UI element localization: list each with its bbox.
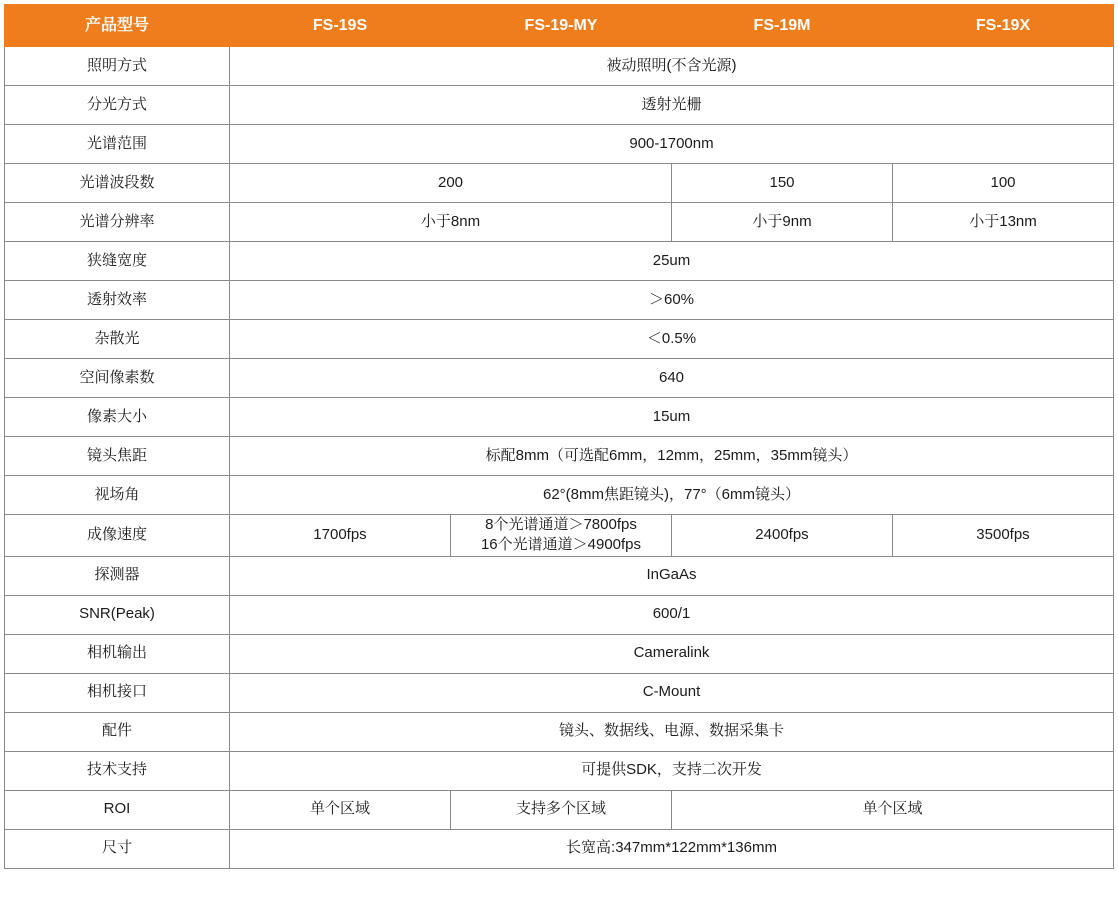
row-label: 配件	[5, 712, 230, 751]
table-row	[5, 164, 1114, 203]
row-label: 光谱范围	[5, 125, 230, 164]
table-cell: 标配8mm（可选配6mm，12mm，25mm，35mm镜头）	[230, 437, 1114, 476]
table-cell: 100	[893, 164, 1114, 203]
row-label: 技术支持	[5, 751, 230, 790]
table-cell: 2400fps	[672, 515, 893, 557]
row-label: 透射效率	[5, 281, 230, 320]
table-header-cell-0: 产品型号	[5, 5, 230, 47]
row-label: 视场角	[5, 476, 230, 515]
row-label: 成像速度	[5, 515, 230, 557]
table-row	[5, 595, 1114, 634]
row-label: 杂散光	[5, 320, 230, 359]
table-cell: 25um	[230, 242, 1114, 281]
row-label: 探测器	[5, 556, 230, 595]
row-label: 分光方式	[5, 86, 230, 125]
table-cell: Cameralink	[230, 634, 1114, 673]
table-cell: 支持多个区域	[451, 790, 672, 829]
table-row	[5, 242, 1114, 281]
table-row	[5, 203, 1114, 242]
table-cell: ＞60%	[230, 281, 1114, 320]
table-cell: ＜0.5%	[230, 320, 1114, 359]
table-row	[5, 398, 1114, 437]
table-row	[5, 125, 1114, 164]
table-header-row	[5, 5, 1114, 47]
table-row	[5, 476, 1114, 515]
table-cell: 被动照明(不含光源)	[230, 47, 1114, 86]
row-label: 相机输出	[5, 634, 230, 673]
row-label: 尺寸	[5, 829, 230, 868]
table-cell: 200	[230, 164, 672, 203]
table-cell: 1700fps	[230, 515, 451, 557]
table-cell: 62°(8mm焦距镜头)，77°（6mm镜头）	[230, 476, 1114, 515]
table-header-cell-3: FS-19M	[672, 5, 893, 47]
row-label: ROI	[5, 790, 230, 829]
row-label: 空间像素数	[5, 359, 230, 398]
table-cell: 150	[672, 164, 893, 203]
table-cell: 透射光栅	[230, 86, 1114, 125]
table-row	[5, 751, 1114, 790]
table-cell: 640	[230, 359, 1114, 398]
table-cell: 镜头、数据线、电源、数据采集卡	[230, 712, 1114, 751]
table-cell: 小于9nm	[672, 203, 893, 242]
table-cell-line: 16个光谱通道＞4900fps	[480, 536, 642, 554]
row-label: 相机接口	[5, 673, 230, 712]
table-row	[5, 712, 1114, 751]
table-header-cell-1: FS-19S	[230, 5, 451, 47]
table-cell: 3500fps	[893, 515, 1114, 557]
table-cell: 小于13nm	[893, 203, 1114, 242]
table-row	[5, 86, 1114, 125]
table-cell: InGaAs	[230, 556, 1114, 595]
table-header-cell-4: FS-19X	[893, 5, 1114, 47]
row-label: SNR(Peak)	[5, 595, 230, 634]
row-label: 光谱分辨率	[5, 203, 230, 242]
table-cell: 单个区域	[230, 790, 451, 829]
table-row	[5, 515, 1114, 557]
table-row	[5, 281, 1114, 320]
table-cell	[451, 515, 672, 557]
table-body	[5, 47, 1114, 869]
row-label: 镜头焦距	[5, 437, 230, 476]
product-spec-table	[4, 4, 1114, 869]
table-cell: 长宽高:347mm*122mm*136mm	[230, 829, 1114, 868]
row-label: 照明方式	[5, 47, 230, 86]
table-row	[5, 829, 1114, 868]
row-label: 像素大小	[5, 398, 230, 437]
table-cell: 可提供SDK，支持二次开发	[230, 751, 1114, 790]
table-row	[5, 359, 1114, 398]
table-header	[5, 5, 1114, 47]
table-cell: 单个区域	[672, 790, 1114, 829]
table-cell: C-Mount	[230, 673, 1114, 712]
table-cell: 900-1700nm	[230, 125, 1114, 164]
table-cell: 15um	[230, 398, 1114, 437]
table-row	[5, 634, 1114, 673]
table-row	[5, 673, 1114, 712]
table-row	[5, 47, 1114, 86]
table-cell: 小于8nm	[230, 203, 672, 242]
table-row	[5, 437, 1114, 476]
row-label: 光谱波段数	[5, 164, 230, 203]
table-row	[5, 790, 1114, 829]
row-label: 狭缝宽度	[5, 242, 230, 281]
table-cell: 600/1	[230, 595, 1114, 634]
table-cell-line: 8个光谱通道＞7800fps	[485, 516, 637, 533]
table-row	[5, 320, 1114, 359]
table-header-cell-2: FS-19-MY	[451, 5, 672, 47]
table-row	[5, 556, 1114, 595]
